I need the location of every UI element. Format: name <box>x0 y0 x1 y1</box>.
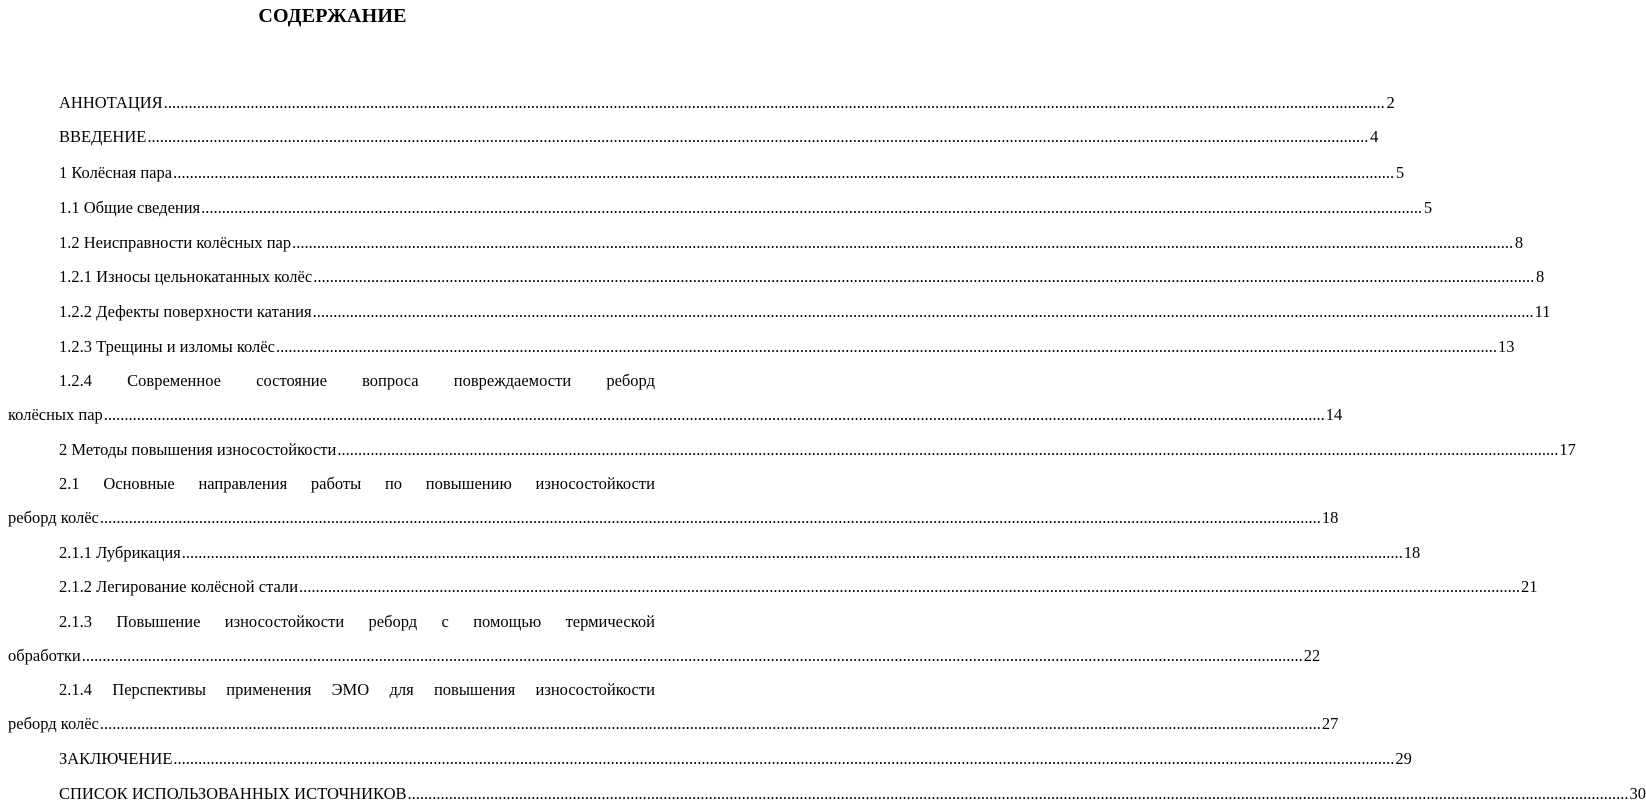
toc-page-number: 8 <box>1514 233 1524 252</box>
toc-entry-title-line1 <box>8 680 655 700</box>
toc-leader-dots <box>276 337 1497 357</box>
toc-word: ЭМО <box>331 680 370 699</box>
toc-entry-annotation[interactable] <box>8 93 1395 113</box>
toc-leader-dots <box>201 198 1422 218</box>
toc-entry-ch1-2-3[interactable] <box>8 337 1515 357</box>
toc-entry-introduction[interactable] <box>8 127 1379 147</box>
toc-word: Перспективы <box>112 680 206 699</box>
toc-entry-title-line1 <box>8 612 655 632</box>
toc-word: вопроса <box>362 371 419 390</box>
toc-leader-dots <box>100 508 1321 528</box>
toc-entry-ch1-2-2[interactable] <box>8 302 1551 322</box>
toc-word: состояние <box>256 371 327 390</box>
toc-leader-dots <box>82 646 1303 666</box>
page-title: СОДЕРЖАНИЕ <box>258 5 407 27</box>
toc-entry-ch1[interactable] <box>8 163 1405 183</box>
toc-entry-ch2-1-1[interactable] <box>8 543 1421 563</box>
toc-entry-title: 2.1.1 Лубрикация <box>59 543 181 562</box>
toc-word: 1.2.4 <box>59 371 92 390</box>
toc-leader-dots <box>408 784 1629 804</box>
toc-word: реборд <box>368 612 418 631</box>
toc-page-number: 5 <box>1423 198 1433 217</box>
toc-entry-ch1-1[interactable] <box>8 198 1433 218</box>
toc-entry-ch2-1[interactable] <box>8 474 1339 528</box>
toc-leader-dots <box>104 405 1325 425</box>
toc-word: применения <box>226 680 312 699</box>
toc-word: Основные <box>103 474 175 493</box>
toc-entry-title: 1.2 Неисправности колёсных пар <box>59 233 292 252</box>
toc-entry-title-line2: колёсных пар <box>8 405 103 424</box>
toc-entry-ch2[interactable] <box>8 440 1576 460</box>
toc-page-number: 17 <box>1559 440 1576 459</box>
toc-page-number: 18 <box>1403 543 1421 562</box>
toc-leader-dots <box>100 714 1321 734</box>
toc-entry-title: 2 Методы повышения износостойкости <box>59 440 337 459</box>
toc-entry-ch1-2-1[interactable] <box>8 267 1545 287</box>
toc-word: 2.1.3 <box>59 612 92 631</box>
toc-entry-ch1-2-4[interactable] <box>8 371 1343 425</box>
toc-word: термической <box>565 612 655 631</box>
toc-word: с <box>441 612 449 631</box>
toc-word: по <box>384 474 403 493</box>
toc-entry-title: 1.2.2 Дефекты поверхности катания <box>59 302 312 321</box>
toc-leader-dots <box>173 163 1394 183</box>
toc-entry-title: ВВЕДЕНИЕ <box>59 127 147 146</box>
toc-word: помощью <box>473 612 542 631</box>
toc-entry-title: ЗАКЛЮЧЕНИЕ <box>59 749 173 768</box>
toc-entry-title: АННОТАЦИЯ <box>59 93 163 112</box>
toc-leader-dots <box>173 749 1394 769</box>
toc-page-number: 18 <box>1321 508 1339 527</box>
toc-entry-title-line2: реборд колёс <box>8 508 99 527</box>
toc-entry-ch1-2[interactable] <box>8 233 1524 253</box>
toc-page-number: 27 <box>1321 714 1339 733</box>
toc-entry-ch2-1-4[interactable] <box>8 680 1339 734</box>
toc-entry-ch2-1-3[interactable] <box>8 612 1321 666</box>
toc-leader-dots <box>337 440 1558 460</box>
toc-entry-title: 1.2.1 Износы цельнокатанных колёс <box>59 267 313 286</box>
toc-word: направления <box>198 474 288 493</box>
toc-page-number: 21 <box>1521 577 1538 596</box>
toc-page-number: 4 <box>1370 127 1379 146</box>
toc-word: износостойкости <box>224 612 345 631</box>
toc-page-number: 29 <box>1395 749 1412 768</box>
toc-word: 2.1 <box>59 474 80 493</box>
toc-leader-dots <box>292 233 1513 253</box>
toc-word: износостойкости <box>535 474 655 493</box>
toc-page-number: 22 <box>1303 646 1321 665</box>
toc-word: реборд <box>606 371 655 390</box>
toc-word: Современное <box>127 371 221 390</box>
toc-leader-dots <box>147 127 1368 147</box>
toc-page-number: 5 <box>1395 163 1405 182</box>
toc-entry-title: 1.2.3 Трещины и изломы колёс <box>59 337 275 356</box>
toc-page-number: 14 <box>1325 405 1343 424</box>
toc-entry-ch2-1-2[interactable] <box>8 577 1538 597</box>
toc-entry-conclusion[interactable] <box>8 749 1412 769</box>
toc-word: работы <box>310 474 362 493</box>
toc-leader-dots <box>313 267 1534 287</box>
toc-page-number: 11 <box>1534 302 1551 321</box>
toc-word: Повышение <box>116 612 201 631</box>
toc-page-number: 8 <box>1535 267 1545 286</box>
toc-word: повышения <box>433 680 516 699</box>
toc-page-number: 2 <box>1386 93 1395 112</box>
toc-leader-dots <box>182 543 1403 563</box>
toc-entry-title: 2.1.2 Легирование колёсной стали <box>59 577 299 596</box>
toc-word: для <box>389 680 414 699</box>
toc-word: износостойкости <box>535 680 655 699</box>
toc-entry-title: 1.1 Общие сведения <box>59 198 201 217</box>
toc-page-number: 30 <box>1629 784 1646 803</box>
toc-word: 2.1.4 <box>59 680 92 699</box>
toc-entry-title: СПИСОК ИСПОЛЬЗОВАННЫХ ИСТОЧНИКОВ <box>59 784 407 803</box>
toc-entry-title: 1 Колёсная пара <box>59 163 173 182</box>
toc-entry-title-line1 <box>8 474 655 494</box>
toc-entry-title-line2: реборд колёс <box>8 714 99 733</box>
toc-leader-dots <box>299 577 1520 597</box>
toc-entry-references[interactable] <box>8 784 1646 804</box>
toc-entry-title-line1 <box>8 371 655 391</box>
toc-page-number: 13 <box>1497 337 1515 356</box>
toc-leader-dots <box>313 302 1534 322</box>
toc-word: повышению <box>425 474 512 493</box>
toc-leader-dots <box>164 93 1385 113</box>
toc-entry-title-line2: обработки <box>8 646 81 665</box>
toc-word: повреждаемости <box>453 371 572 390</box>
